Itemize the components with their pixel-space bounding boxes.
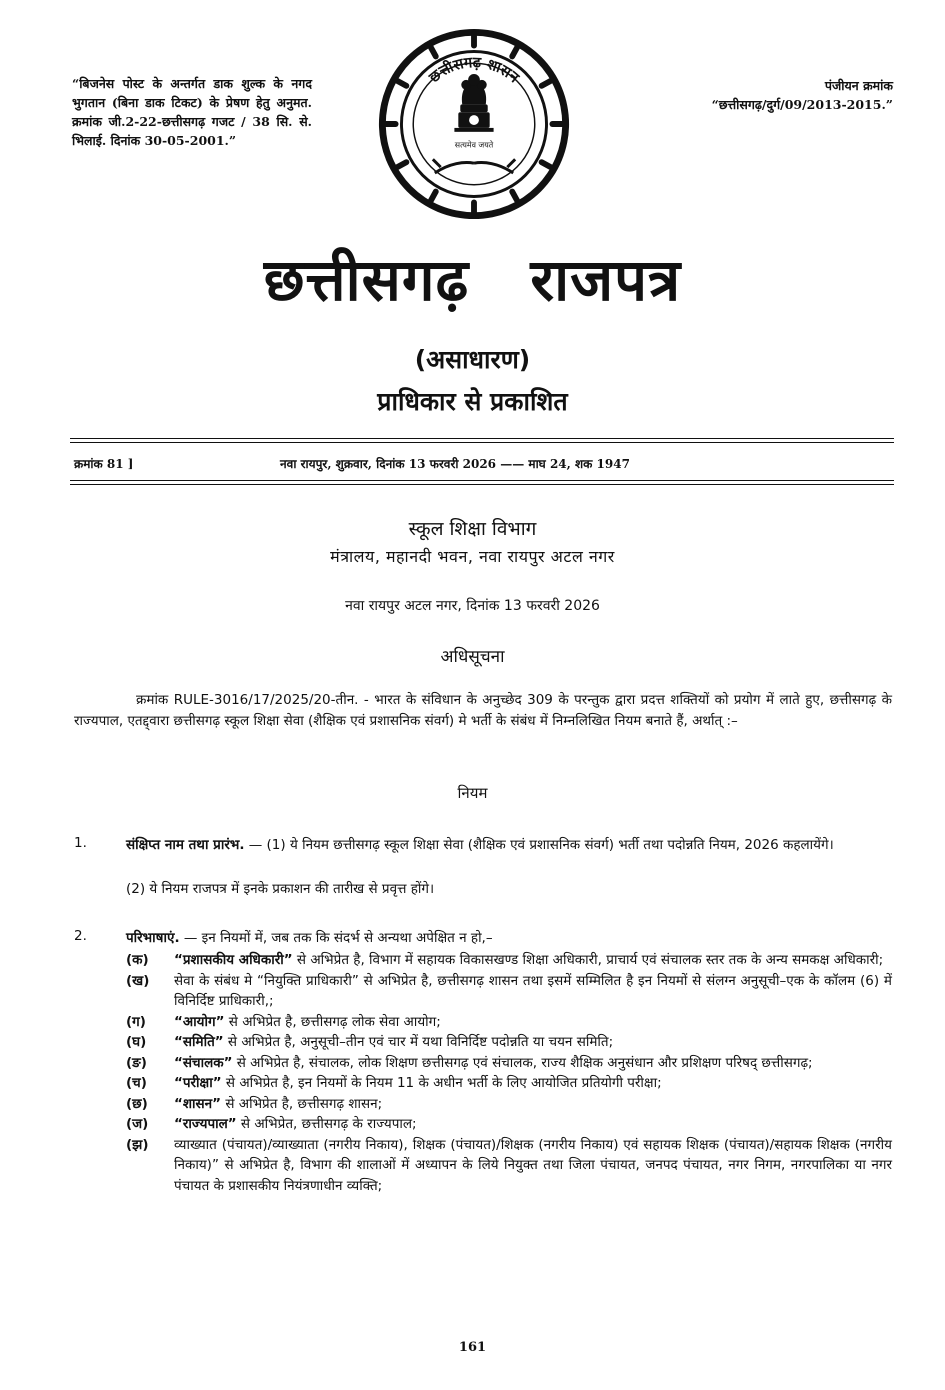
- definition-body: से अभिप्रेत है, छत्तीसगढ़ लोक सेवा आयोग;: [224, 1013, 441, 1030]
- definition-term: “परीक्षा”: [174, 1075, 222, 1091]
- definition-label: (घ): [126, 1034, 147, 1050]
- definition-item: [126, 1053, 892, 1074]
- definitions-list: [126, 950, 892, 1196]
- definition-term: “प्रशासकीय अधिकारी”: [174, 952, 293, 968]
- issue-dateline: नवा रायपुर, शुक्रवार, दिनांक 13 फरवरी 2026 —— माघ 24, शक 1947: [280, 457, 630, 471]
- definition-term: “संचालक”: [174, 1054, 233, 1071]
- rule-1-title: संक्षिप्त नाम तथा प्रारंभ.: [126, 837, 245, 853]
- definition-text: [174, 1114, 892, 1135]
- seal-motto: सत्यमेव जयते: [454, 140, 494, 150]
- definition-text: [174, 1094, 892, 1115]
- rule-2-title: परिभाषाएं.: [126, 930, 180, 946]
- seal-ring-text: छत्तीसगढ़ शासन: [425, 54, 523, 87]
- extraordinary-label: (असाधारण): [414, 345, 531, 374]
- definition-label: (छ): [126, 1095, 148, 1112]
- definition-body: सेवा के संबंध मे “नियुक्ति प्राधिकारी” से अभिप्रेत है, छत्तीसगढ़ शासन तथा इसमें सम्मिलित है इन नियमों से संलग्न अनुसूची–एक के कॉलम (6) में विनिर्दिष्ट प्राधिकारी,;: [174, 972, 892, 1009]
- definition-item: [126, 1032, 892, 1053]
- definition-item: [126, 1012, 892, 1033]
- definition-item: [126, 1094, 892, 1115]
- definition-item: [126, 971, 892, 1012]
- department-address: मंत्रालय, महानदी भवन, नवा रायपुर अटल नगर: [330, 547, 615, 566]
- definition-text: [174, 1032, 892, 1053]
- definition-label: (च): [126, 1075, 147, 1091]
- definition-text: [174, 1135, 892, 1197]
- gazette-title: छत्तीसगढ़ राजपत्र: [263, 246, 682, 314]
- definition-item: [126, 1114, 892, 1135]
- definition-label: (क): [126, 952, 149, 968]
- issue-number: क्रमांक 81 ]: [74, 457, 134, 471]
- top-divider-double: [70, 442, 894, 443]
- definition-text: [174, 950, 892, 971]
- notification-preamble: क्रमांक RULE-3016/17/2025/20-तीन. - भारत के संविधान के अनुच्छेद 309 के परन्तुक द्वारा प्रदत्त शक्तियों को प्रयोग में लाते हुए, छत्तीसगढ़ के राज्यपाल, एतद्द्वारा छत्तीसगढ़ स्कूल शिक्षा सेवा (शैक्षिक एवं प्रशासनिक संवर्ग) मे भर्ती के संबंध में निम्नलिखित नियम बनाते हैं, अर्थात् :–: [74, 692, 892, 729]
- definition-body: व्याख्यात (पंचायत)/व्याख्याता (नगरीय निकाय), शिक्षक (पंचायत)/शिक्षक (नगरीय निकाय) एवं सहायक शिक्षक (पंचायत)/सहायक शिक्षक (नगरीय निकाय)” से अभिप्रेत है, विभाग की शालाओं में अध्यापन के लिये नियुक्त तथा जिला पंचायत, जनपद पंचायत, नगर निगम, नगरपालिका या नगर पंचायत के प्रशासकीय नियंत्रणाधीन व्यक्ति;: [174, 1136, 892, 1194]
- rule-2-text: [126, 928, 892, 949]
- page-number: 161: [458, 1340, 487, 1355]
- bottom-divider: [70, 480, 894, 481]
- registration-label: पंजीयन क्रमांक: [824, 78, 893, 93]
- definition-term: “शासन”: [174, 1095, 222, 1112]
- definition-text: [174, 1053, 892, 1074]
- registration-number: “छत्तीसगढ़/दुर्ग/09/2013-2015.”: [711, 97, 893, 112]
- authority-label: प्राधिकार से प्रकाशित: [377, 387, 568, 416]
- definition-text: [174, 971, 892, 1012]
- definition-term: “समिति”: [174, 1034, 224, 1050]
- definition-label: (ज): [126, 1116, 149, 1132]
- rule-1-subclause: (2) ये नियम राजपत्र में इनके प्रकाशन की तारीख से प्रवृत्त होंगे।: [126, 881, 435, 897]
- definition-label: (ग): [126, 1013, 146, 1030]
- definition-item: [126, 1135, 892, 1197]
- definition-body: से अभिप्रेत है, इन नियमों के नियम 11 के अधीन भर्ती के लिए आयोजित प्रतियोगी परीक्षा;: [221, 1075, 662, 1091]
- notification-heading: अधिसूचना: [440, 647, 505, 667]
- bottom-divider-double: [70, 484, 894, 485]
- definition-item: [126, 950, 892, 971]
- definition-label: (ङ): [126, 1054, 147, 1071]
- definition-term: “आयोग”: [174, 1013, 225, 1030]
- definition-text: [174, 1012, 892, 1033]
- rule-1-text: [126, 835, 892, 856]
- definition-label: (ख): [126, 972, 150, 989]
- definition-body: से अभिप्रेत है, विभाग में सहायक विकासखण्ड शिक्षा अधिकारी, प्राचार्य एवं संचालक स्तर तक के अन्य समकक्ष अधिकारी;: [292, 952, 884, 968]
- rule-2-number: 2.: [74, 928, 87, 944]
- rule-1-number: 1.: [74, 835, 87, 851]
- department-name: स्कूल शिक्षा विभाग: [408, 518, 537, 540]
- definition-body: से अभिप्रेत, छत्तीसगढ़ के राज्यपाल;: [236, 1116, 417, 1132]
- definition-body: से अभिप्रेत है, अनुसूची–तीन एवं चार में यथा विनिर्दिष्ट पदोन्नति या चयन समिति;: [223, 1034, 614, 1050]
- definition-label: (झ): [126, 1136, 149, 1153]
- definition-term: “राज्यपाल”: [174, 1116, 237, 1132]
- definition-body: से अभिप्रेत है, संचालक, लोक शिक्षण छत्तीसगढ़ एवं संचालक, राज्य शैक्षिक अनुसंधान और प्रशिक्षण परिषद् छत्तीसगढ़;: [232, 1054, 813, 1071]
- rule-2-body: — इन नियमों में, जब तक कि संदर्भ से अन्यथा अपेक्षित न हो,–: [179, 930, 493, 946]
- definition-text: [174, 1073, 892, 1094]
- top-divider: [70, 438, 894, 439]
- government-seal-emblem: [376, 26, 572, 222]
- definition-item: [126, 1073, 892, 1094]
- definition-body: से अभिप्रेत है, छत्तीसगढ़ शासन;: [221, 1095, 383, 1112]
- notification-place-date: नवा रायपुर अटल नगर, दिनांक 13 फरवरी 2026: [345, 598, 600, 614]
- registration-block: [633, 76, 893, 114]
- rule-1-body: — (1) ये नियम छत्तीसगढ़ स्कूल शिक्षा सेवा (शैक्षिक एवं प्रशासनिक संवर्ग) भर्ती तथा पदोन्नति नियम, 2026 कहलायेंगे।: [244, 837, 834, 853]
- postal-note: “बिजनेस पोस्ट के अन्तर्गत डाक शुल्क के नगद भुगतान (बिना डाक टिकट) के प्रेषण हेतु अनुमत. क्रमांक जी.2-22-छत्तीसगढ़ गजट / 38 सि. से. भिलाई. दिनांक 30-05-2001.”: [72, 76, 312, 148]
- rules-heading: नियम: [457, 784, 488, 802]
